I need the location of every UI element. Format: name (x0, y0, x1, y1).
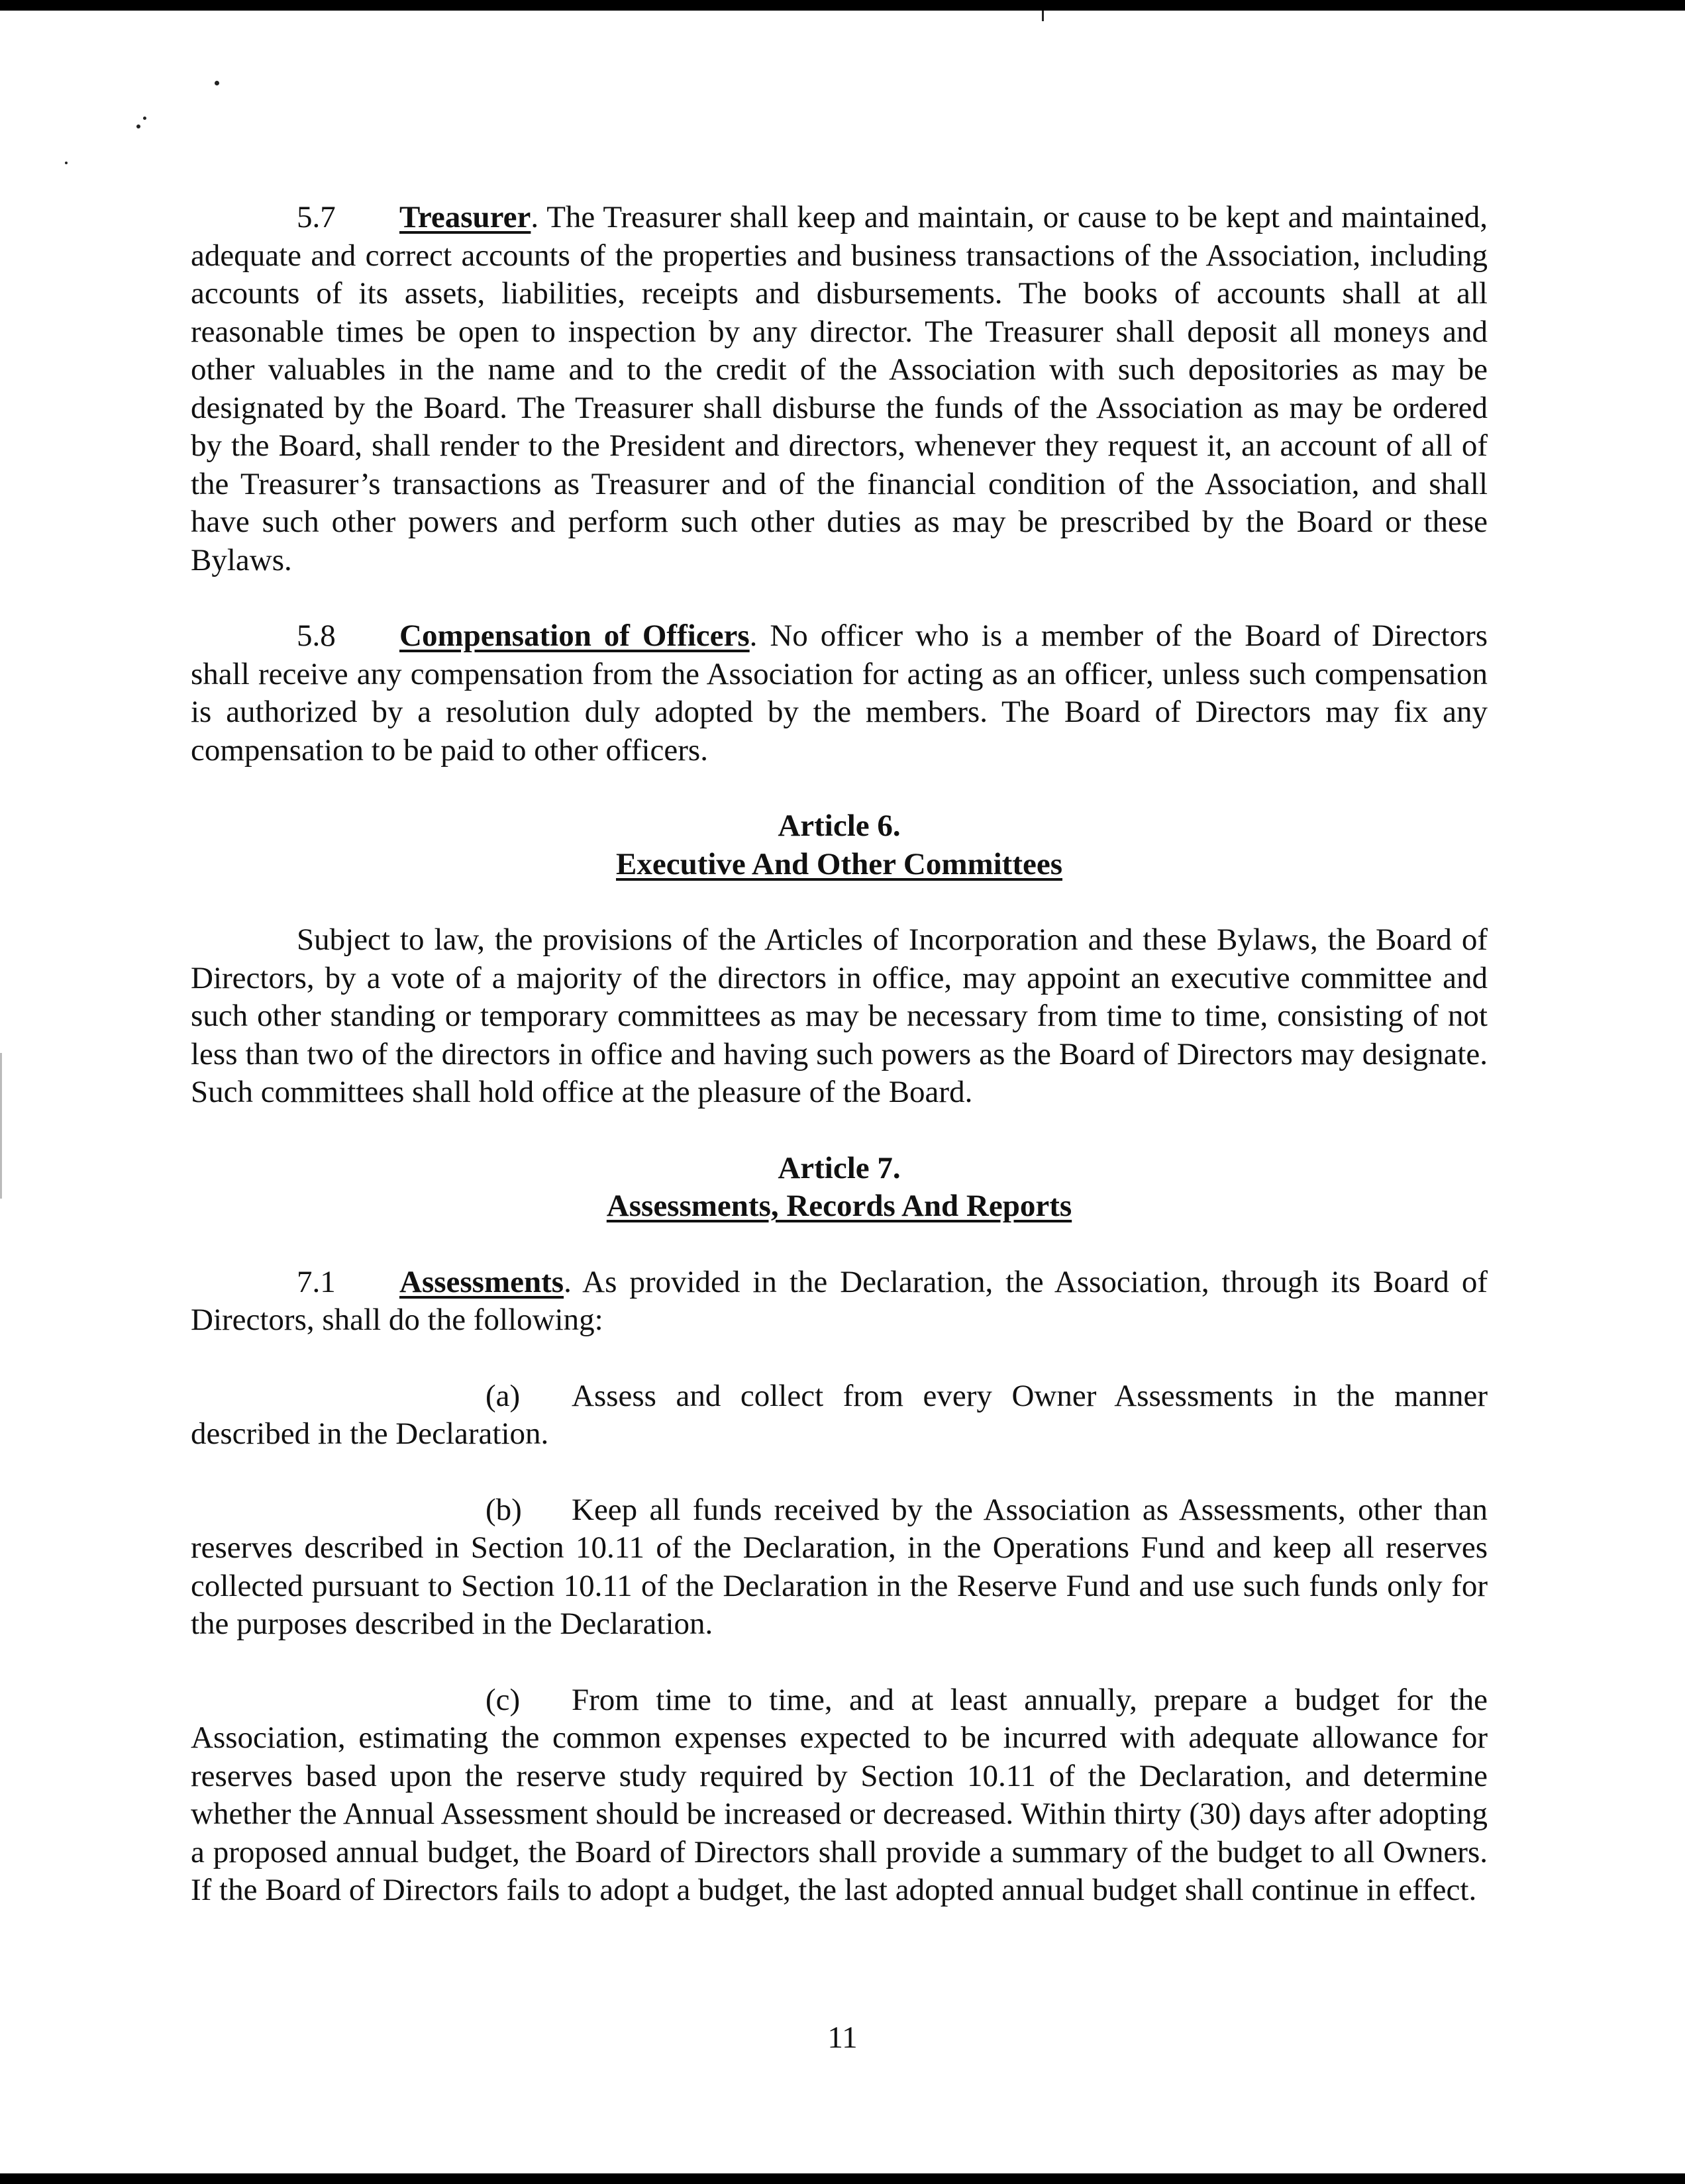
scan-speck (215, 81, 219, 85)
section-text: . As provided in the Declaration, the Association, through its Board of Directors, shall do the following: (191, 1264, 1488, 1337)
subsection-7-1-a (191, 1377, 1488, 1454)
subsection-text: From time to time, and at least annually, prepare a budget for the Association, estimating the common expenses expected to be incurred with adequate allowance for reserves based upon the reserve study required by Section 10.11 of the Declaration, and determine whether the Annual Assessment should be increased or decreased. Within thirty (30) days after adopting a proposed annual budget, the Board of Directors shall provide a summary of the budget to all Owners. If the Board of Directors fails to adopt a budget, the last adopted annual budget shall continue in effect. (191, 1682, 1488, 1907)
section-5-7 (191, 199, 1488, 579)
section-title: Compensation of Officers (399, 619, 750, 653)
subsection-text: Keep all funds received by the Association as Assessments, other than reserves described in Section 10.11 of the Declaration, in the Operations Fund and keep all reserves collected pursuant to Section 10.11 of the Declaration in the Reserve Fund and use such funds only for the purposes described in the Declaration. (191, 1492, 1488, 1641)
scan-tick-mark (1042, 11, 1044, 21)
scan-left-edge (0, 1053, 2, 1199)
section-text: . No officer who is a member of the Board of Directors shall receive any compensation from the Association for acting as an officer, unless such compensation is authorized by a resolution duly adopted by the members. The Board of Directors may fix any compensation to be paid to other officers. (191, 619, 1488, 768)
section-7-1 (191, 1264, 1488, 1340)
subsection-number: (b) (485, 1492, 522, 1527)
article-title: Executive And Other Committees (616, 846, 1062, 881)
subsection-7-1-c (191, 1681, 1488, 1910)
subsection-text: Assess and collect from every Owner Assessments in the manner described in the Declaration. (191, 1378, 1488, 1451)
subsection-number: (a) (485, 1378, 521, 1413)
page-number: 11 (827, 2020, 858, 2055)
section-title: Treasurer (399, 200, 531, 234)
scan-speck (136, 124, 140, 128)
article-title: Assessments, Records And Reports (606, 1189, 1072, 1223)
document-body (191, 199, 1488, 1910)
scan-speck (65, 162, 68, 164)
article-label: Article 6. (778, 809, 901, 843)
article-label: Article 7. (778, 1150, 901, 1185)
scan-bottom-border (0, 2173, 1685, 2184)
article-6-heading (191, 807, 1488, 883)
subsection-7-1-b (191, 1491, 1488, 1644)
scan-top-border (0, 0, 1685, 11)
section-title: Assessments (399, 1264, 564, 1299)
section-number: 7.1 (297, 1264, 336, 1299)
scan-speck (143, 117, 146, 120)
section-number: 5.7 (297, 200, 336, 234)
article-6-text: Subject to law, the provisions of the Articles of Incorporation and these Bylaws, the Board of Directors, by a vote of a majority of the directors in office, may appoint an executive committee and such other standing or temporary committees as may be necessary from time to time, consisting of not less than two of the directors in office and having such powers as the Board of Directors may designate. Such committees shall hold office at the pleasure of the Board. (191, 922, 1488, 1109)
section-5-8 (191, 617, 1488, 769)
section-number: 5.8 (297, 619, 336, 653)
section-text: . The Treasurer shall keep and maintain, or cause to be kept and maintained, adequate and correct accounts of the properties and business transactions of the Association, including accounts of its assets, liabilities, receipts and disbursements. The books of accounts shall at all reasonable times be open to inspection by any director. The Treasurer shall deposit all moneys and other valuables in the name and to the credit of the Association with such depositories as may be designated by the Board. The Treasurer shall disburse the funds of the Association as may be ordered by the Board, shall render to the President and directors, whenever they request it, an account of all of the Treasurer’s transactions as Treasurer and of the financial condition of the Association, and shall have such other powers and perform such other duties as may be prescribed by the Board or these Bylaws. (191, 200, 1488, 577)
subsection-number: (c) (485, 1682, 521, 1717)
article-7-heading (191, 1150, 1488, 1226)
